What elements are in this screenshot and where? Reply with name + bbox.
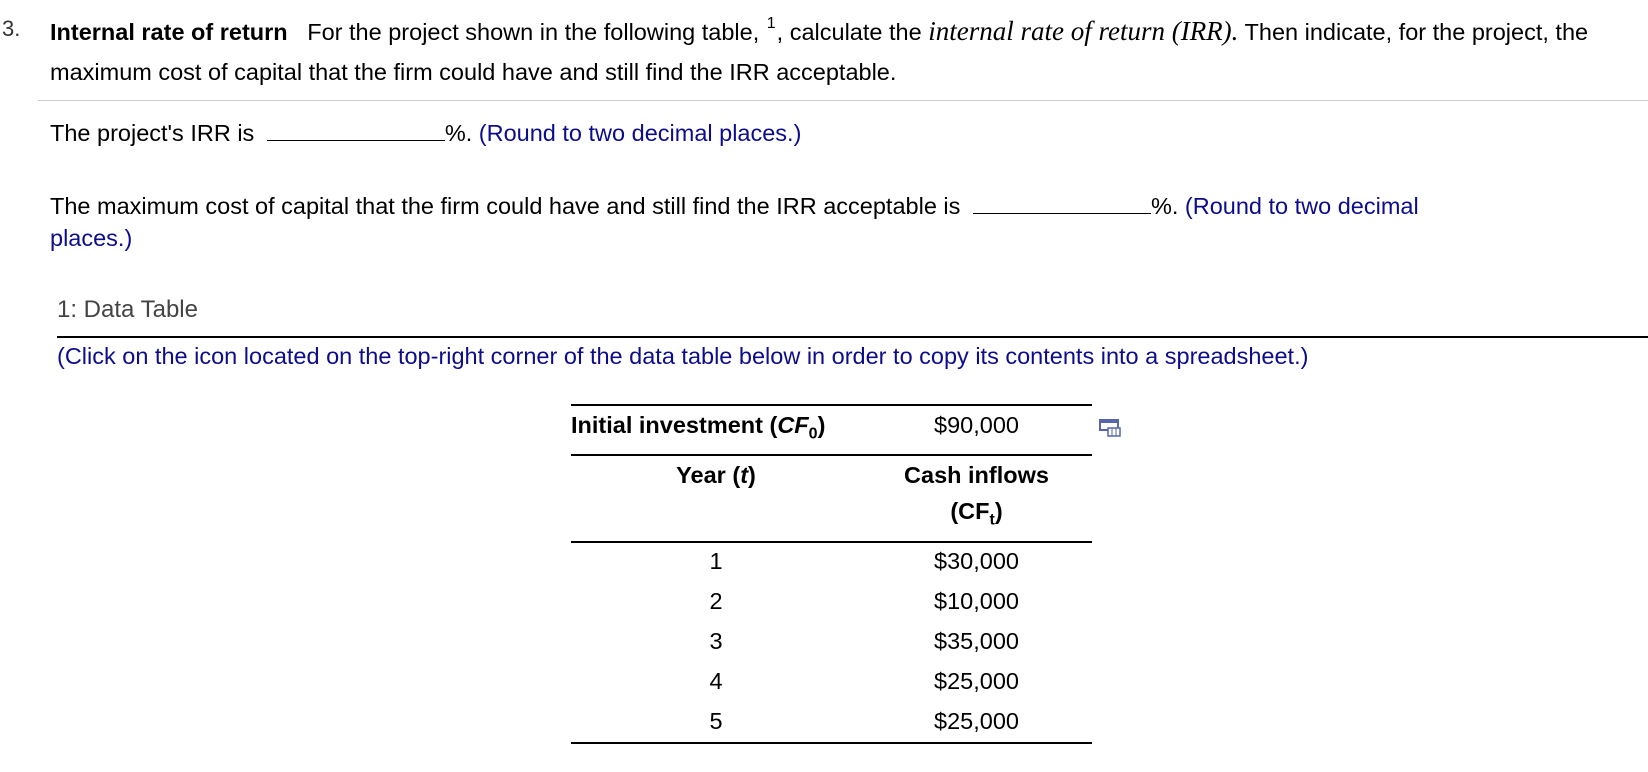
cash-inflows-header: Cash inflows [904, 462, 1049, 488]
question-text-1: For the project shown in the following table, [307, 19, 760, 45]
max-cost-input[interactable] [973, 183, 1151, 214]
question-text [50, 13, 1640, 90]
divider [38, 100, 1648, 101]
year-cell: 2 [709, 588, 723, 614]
max-cost-hint: (Round to two decimal [1184, 193, 1419, 219]
year-cell: 4 [709, 668, 723, 694]
table-rule-bottom [571, 742, 1092, 744]
initial-investment-label: Initial investment $(CF_0)$ [571, 412, 826, 443]
year-cell: 5 [709, 708, 723, 734]
cash-inflows-subheader: $(CF_t)$ [950, 498, 1003, 529]
max-cost-answer-line [50, 183, 1419, 224]
table-rule-2 [571, 454, 1092, 456]
cash-cell: $25,000 [934, 708, 1019, 734]
cash-cell: $30,000 [934, 548, 1019, 574]
data-table-instruction: (Click on the icon located on the top-right corner of the data table below in order to copy its contents into a spreadsheet.) [57, 343, 1309, 369]
question-title: Internal rate of return [50, 19, 288, 45]
table-rule-3 [571, 541, 1092, 543]
irr-label: The project's IRR is [50, 120, 255, 146]
irr-answer-line [50, 110, 801, 151]
data-table-title: 1: Data Table [57, 296, 198, 323]
copy-spreadsheet-icon[interactable] [1098, 418, 1122, 438]
data-table-rule [57, 336, 1648, 338]
footnote-link[interactable]: 1 [766, 15, 776, 32]
initial-investment-value: $90,000 [934, 412, 1019, 438]
year-cell: 3 [709, 628, 723, 654]
irr-suffix: %. [444, 120, 473, 146]
max-cost-hint-cont: places.) [50, 225, 133, 251]
cash-cell: $25,000 [934, 668, 1019, 694]
cash-cell: $35,000 [934, 628, 1019, 654]
question-text-2: , calculate the [776, 19, 922, 45]
question-italic-term: internal rate of return (IRR). [928, 16, 1239, 46]
cash-cell: $10,000 [934, 588, 1019, 614]
year-header: Year (t) [676, 462, 756, 488]
max-cost-label: The maximum cost of capital that the firm could have and still find the IRR acceptable is [50, 193, 961, 219]
max-cost-suffix: %. [1150, 193, 1179, 219]
question-number: 3. [2, 16, 21, 41]
irr-input[interactable] [267, 110, 445, 141]
irr-hint: (Round to two decimal places.) [478, 120, 802, 146]
question-text-3: Then indicate, for the project, the maximum cost of capital that the firm could have and still find the IRR acceptable. [50, 19, 1589, 85]
table-rule-top [571, 404, 1092, 406]
year-cell: 1 [709, 548, 723, 574]
